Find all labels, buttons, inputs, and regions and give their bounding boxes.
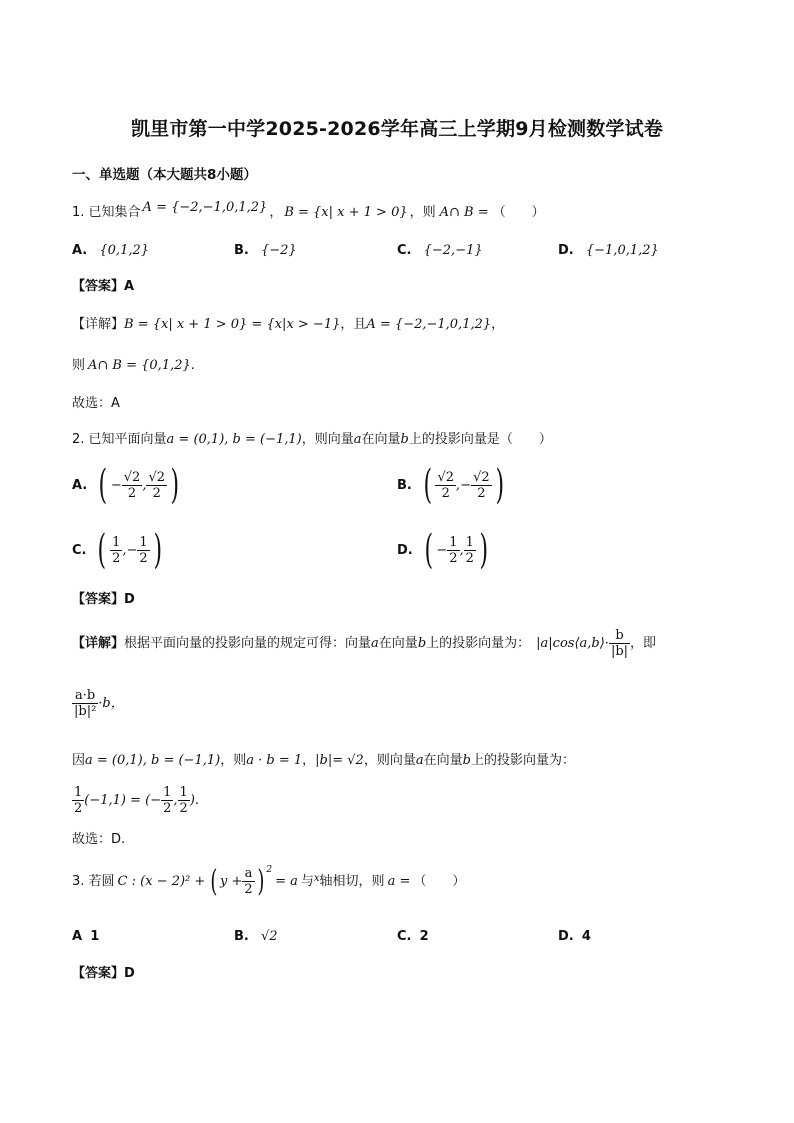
q3-answer: 【答案】D: [72, 966, 135, 981]
q3-option-c: C. 2: [397, 929, 429, 944]
fraction: $\frac{√2}{2}$: [123, 469, 141, 501]
q1-set-b: B = {x| x + 1 > 0}: [284, 205, 408, 220]
q1-detail-line-2: 则 A∩ B = {0,1,2}.: [72, 358, 195, 373]
q1-detail-line-1: 【详解】B = {x| x + 1 > 0} = {x|x > −1}，且A = {−2,−1,0,1,2}，: [72, 317, 505, 332]
q1-option-a: A. {0,1,2}: [72, 243, 150, 258]
q1-option-b: B. {−2}: [234, 243, 297, 258]
q1-set-a: A = {−2,−1,0,1,2}: [142, 200, 268, 215]
fraction: $\frac{1}{2}$: [163, 785, 172, 816]
q1-comma: ，: [269, 205, 283, 220]
q2-choose: 故选：D.: [72, 832, 126, 847]
question-1-stem: [72, 200, 545, 222]
question-3-stem: 3. 若圆 C : (x − 2)² + ( y + $\frac{a}{2}$ ) 2 = a 与 x 轴相切，则 a = （ ）: [72, 863, 466, 899]
fraction: $\frac{√2}{2}$: [437, 469, 455, 501]
q3-option-a: A 1: [72, 929, 100, 944]
q2-detail-line-2: $\frac{a\cdot b}{\text{|b|²}}$ ·b，: [74, 688, 124, 719]
q2-detail-line-1: 【详解】 根据平面向量的投影向量的规定可得：向量 a 在向量 b 上的投影向量为： |a|cos⟨a,b⟩· $\frac{b}{|b|}$ ，即: [72, 628, 657, 659]
question-2-stem: 2. 已知平面向量a = (0,1), b = (−1,1)，则向量a在向量b上的投影向量是（ ）: [72, 432, 552, 447]
q1-answer: 【答案】A: [72, 279, 135, 294]
q2-option-b: B. ( $\frac{√2}{2}$ , − $\frac{√2}{2}$ ): [397, 462, 504, 508]
q1-prefix: 1. 已知集合: [72, 205, 141, 220]
fraction: $\frac{1}{2}$: [112, 534, 121, 566]
q1-choose: 故选：A: [72, 396, 120, 411]
q2-option-c: C. ( $\frac{1}{2}$ , − $\frac{1}{2}$ ): [72, 527, 162, 573]
fraction: $\frac{a\cdot b}{\text{|b|²}}$: [74, 688, 97, 719]
fraction: $\frac{1}{2}$: [139, 534, 148, 566]
q2-answer: 【答案】D: [72, 592, 135, 607]
section-heading: 一、单选题（本大题共8小题）: [72, 167, 257, 183]
fraction: $\frac{1}{2}$: [449, 534, 458, 566]
q1-paren: （ ）: [492, 205, 545, 220]
q2-detail-line-3: 因a = (0,1), b = (−1,1)，则a · b = 1，|b|= √2，则向量a在向量b上的投影向量为：: [72, 753, 575, 768]
fraction: $\frac{√2}{2}$: [473, 469, 490, 501]
page-title: 凯里市第一中学2025-2026学年高三上学期9月检测数学试卷: [130, 118, 664, 140]
q1-ask: ，则: [409, 205, 436, 220]
q3-option-d: D. 4: [558, 929, 591, 944]
fraction: $\frac{1}{2}$: [74, 785, 83, 816]
fraction: $\frac{√2}{2}$: [148, 469, 166, 501]
q3-option-b: B. √2: [234, 929, 278, 944]
fraction: $\frac{1}{2}$: [465, 534, 474, 566]
q1-option-d: D. {−1,0,1,2}: [558, 243, 659, 258]
q2-option-d: D. ( − $\frac{1}{2}$ , $\frac{1}{2}$ ): [397, 527, 489, 573]
q2-vectors: a = (0,1), b = (−1,1): [166, 432, 302, 447]
detail-label: 【详解】: [72, 317, 125, 332]
q1-option-c: C. {−2,−1}: [397, 243, 483, 258]
fraction: $\frac{a}{2}$: [244, 866, 253, 897]
q1-expr: A∩ B =: [439, 205, 489, 220]
fraction: $\frac{b}{|b|}$: [610, 628, 629, 659]
fraction: $\frac{1}{2}$: [179, 785, 188, 816]
q2-detail-line-4: $\frac{1}{2}$ (−1,1) = (− $\frac{1}{2}$ , $\frac{1}{2}$ ).: [74, 785, 200, 816]
q2-option-a: A. ( − $\frac{√2}{2}$ , $\frac{√2}{2}$ ): [72, 462, 180, 508]
